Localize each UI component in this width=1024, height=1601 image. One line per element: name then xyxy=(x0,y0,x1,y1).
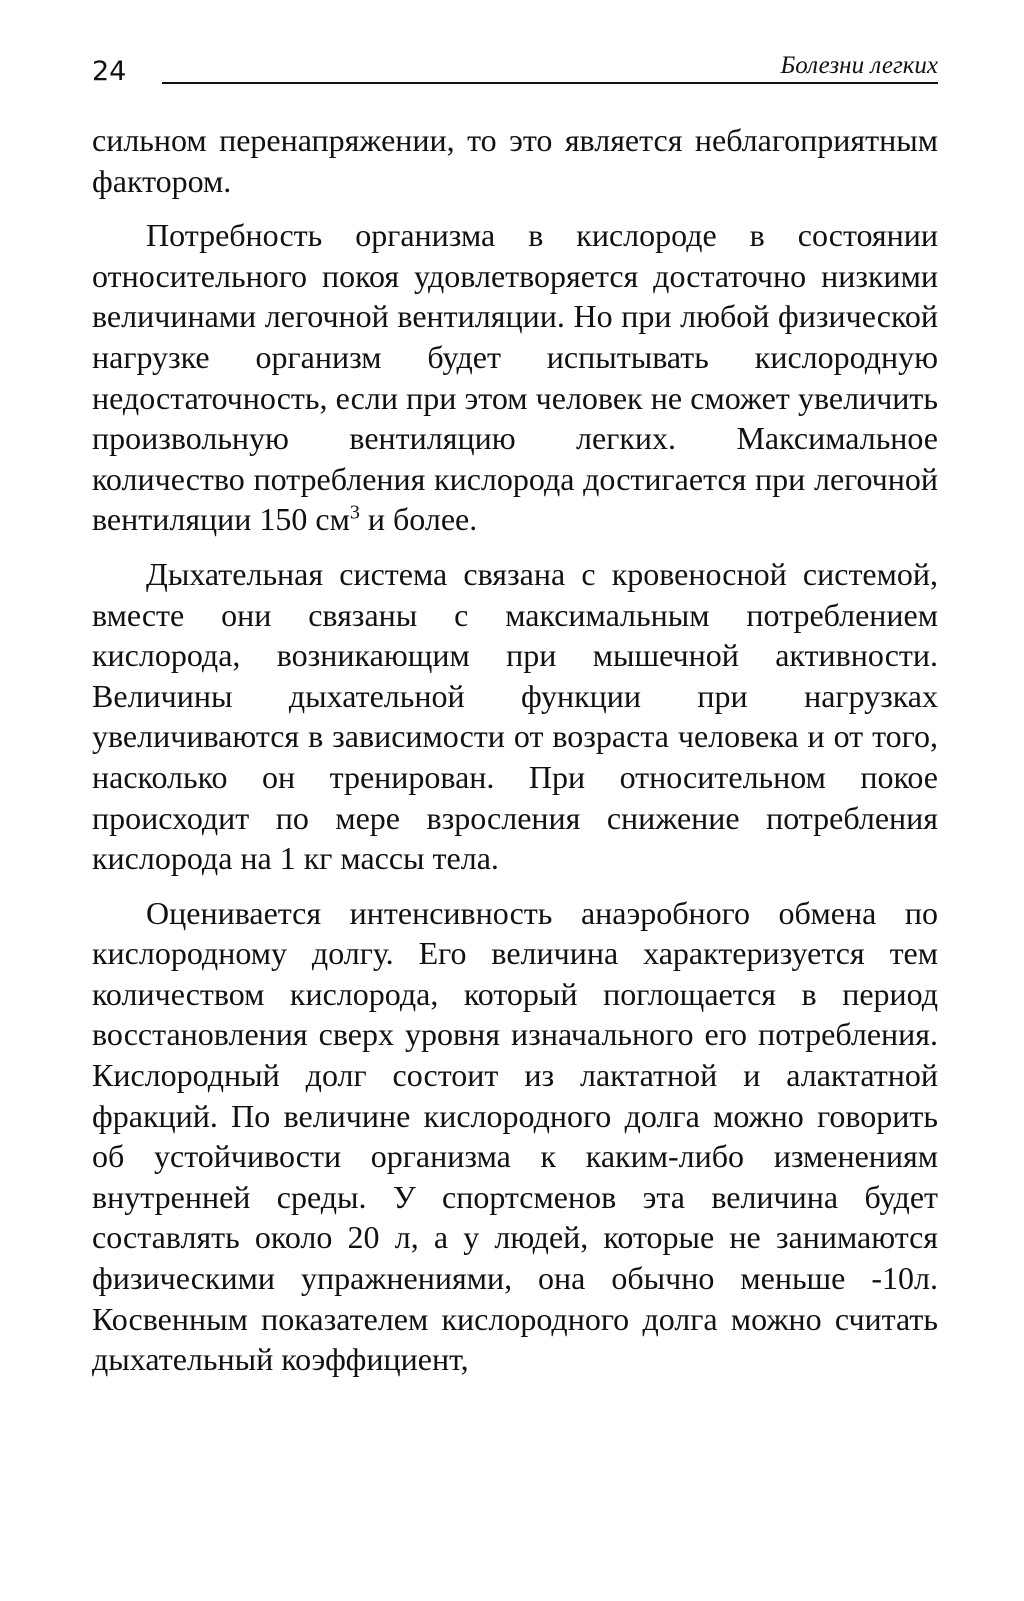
body-text xyxy=(92,120,938,1394)
paragraph-2 xyxy=(92,215,938,540)
paragraph-2-end: и более. xyxy=(359,501,478,538)
paragraph-2-text: Потребность организма в кислороде в состоянии относительного покоя удовлетворяется достаточно низкими величинами легочной вентиляции. Но при любой физической нагрузке организм будет испытывать кислородную недостаточность, если при этом человек не сможет увеличить произвольную вентиляцию легких. Максимальное количество потребления кислорода достигается при легочной вентиляции 150 см xyxy=(92,217,938,538)
paragraph-4: Оценивается интенсивность анаэробного обмена по кислородному долгу. Его величина характеризуется тем количеством кислорода, который поглощается в период восстановления сверх уровня изначального его потребления. Кислородный долг состоит из лактатной и алактатной фракций. По величине кислородного долга можно говорить об устойчивости организма к каким-либо изменениям внутренней среды. У спортсменов эта величина будет составлять около 20 л, а у людей, которые не занимаются физическими упражнениями, она обычно меньше -10л. Косвенным показателем кислородного долга можно считать дыхательный коэффициент, xyxy=(92,894,938,1378)
running-title: Болезни легких xyxy=(780,52,938,79)
running-header xyxy=(92,52,938,92)
page-number: 24 xyxy=(92,56,127,87)
paragraph-1: сильном перенапряжении, то это является неблагоприятным фактором. xyxy=(92,122,938,199)
header-rule xyxy=(162,82,938,84)
superscript-cubic: 3 xyxy=(349,501,360,524)
paragraph-3: Дыхательная система связана с кровеносной системой, вместе они связаны с максимальным потреблением кислорода, возникающим при мышечной активности. Величины дыхательной функции при нагрузках увеличиваются в зависимости от возраста человека и от того, насколько он тренирован. При относительном покое происходит по мере взросления снижение потребления кислорода на 1 кг массы тела. xyxy=(92,555,938,877)
